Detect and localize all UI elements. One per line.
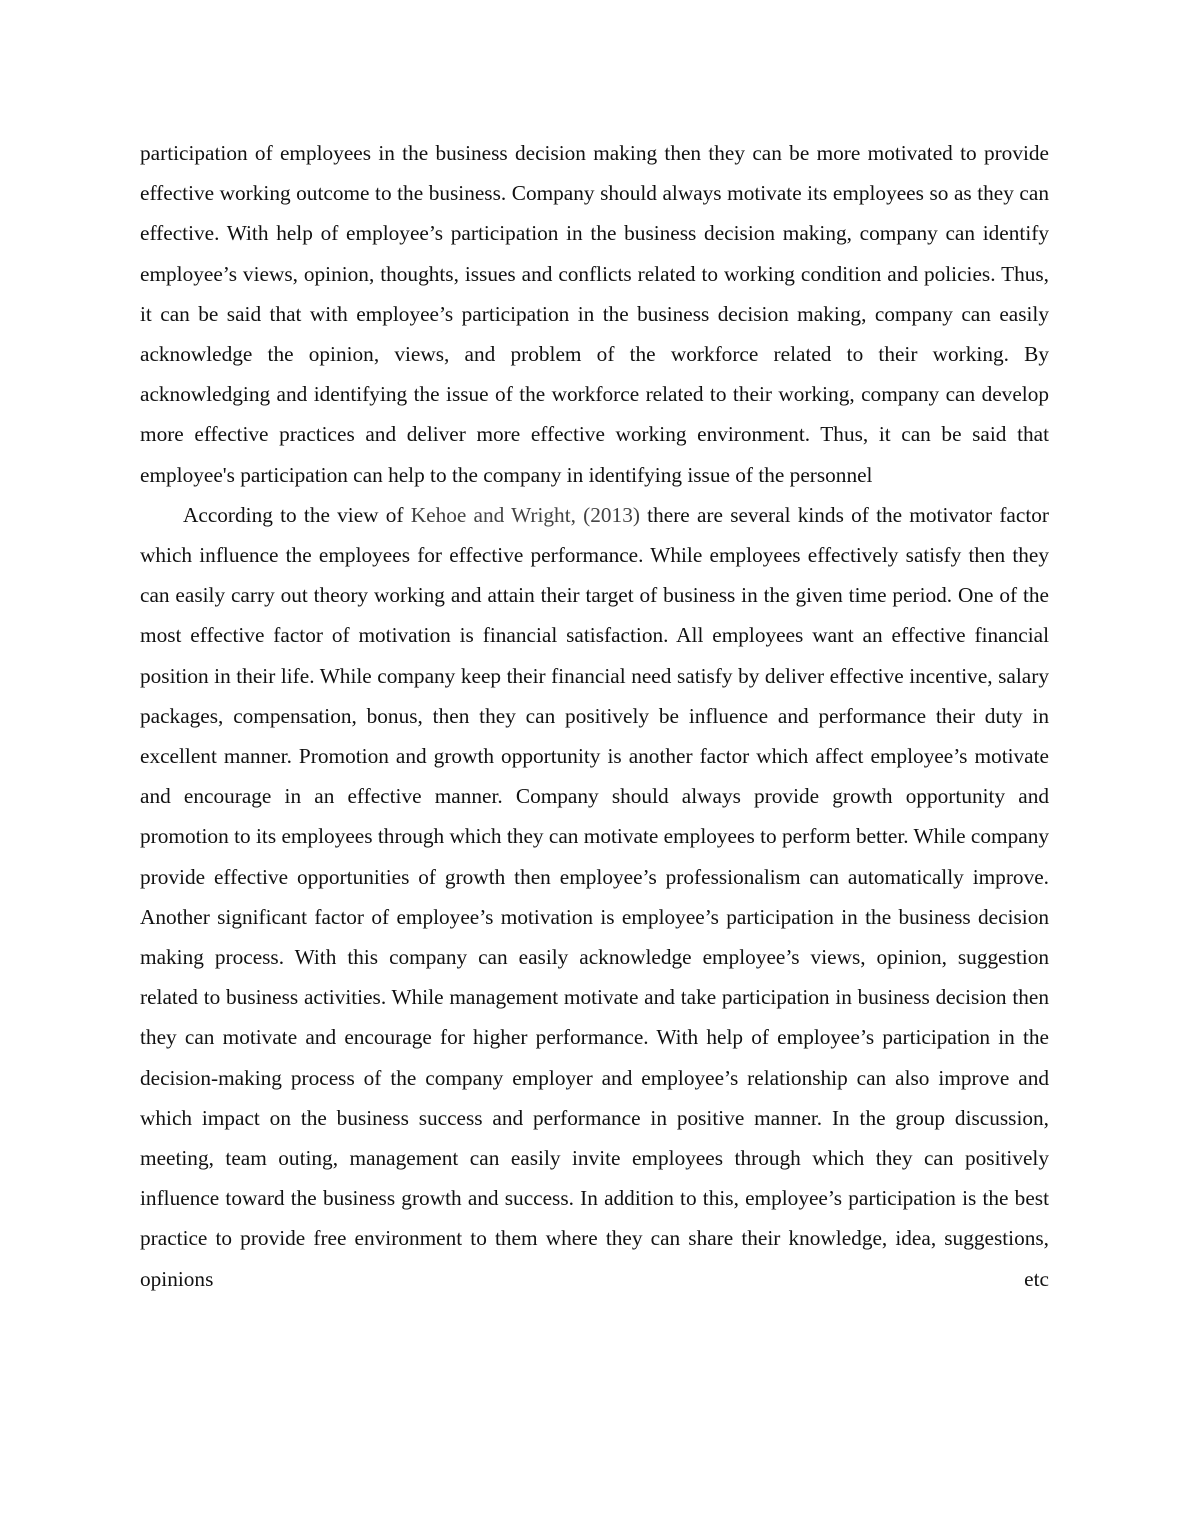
document-body <box>140 133 1049 1299</box>
paragraph-motivator-factors <box>140 495 1049 1299</box>
paragraph-body-text: there are several kinds of the motivator factor which influence the employees for effective performance. While employees effectively satisfy then they can easily carry out theory working and attain their target of business in the given time period. One of the most effective factor of motivation is financial satisfaction. All employees want an effective financial position in their life. While company keep their financial need satisfy by deliver effective incentive, salary packages, compensation, bonus, then they can positively be influence and performance their duty in excellent manner. Promotion and growth opportunity is another factor which affect employee’s motivate and encourage in an effective manner. Company should always provide growth opportunity and promotion to its employees through which they can motivate employees to perform better. While company provide effective opportunities of growth then employee’s professionalism can automatically improve. Another significant factor of employee’s motivation is employee’s participation in the business decision making process. With this company can easily acknowledge employee’s views, opinion, suggestion related to business activities. While management motivate and take participation in business decision then they can motivate and encourage for higher performance. With help of employee’s participation in the decision-making process of the company employer and employee’s relationship can also improve and which impact on the business success and performance in positive manner. In the group discussion, meeting, team outing, management can easily invite employees through which they can positively influence toward the business growth and success. In addition to this, employee’s participation is the best practice to provide free environment to them where they can share their knowledge, idea, suggestions, opinions etc <box>140 502 1049 1291</box>
paragraph-intro-text: According to the view of <box>183 502 411 527</box>
paragraph-employee-participation: participation of employees in the business decision making then they can be more motivated to provide effective working outcome to the business. Company should always motivate its employees so as they can effective. With help of employee’s participation in the business decision making, company can identify employee’s views, opinion, thoughts, issues and conflicts related to working condition and policies. Thus, it can be said that with employee’s participation in the business decision making, company can easily acknowledge the opinion, views, and problem of the workforce related to their working. By acknowledging and identifying the issue of the workforce related to their working, company can develop more effective practices and deliver more effective working environment. Thus, it can be said that employee's participation can help to the company in identifying issue of the personnel <box>140 141 1049 487</box>
citation-reference: Kehoe and Wright, (2013) <box>410 502 640 527</box>
